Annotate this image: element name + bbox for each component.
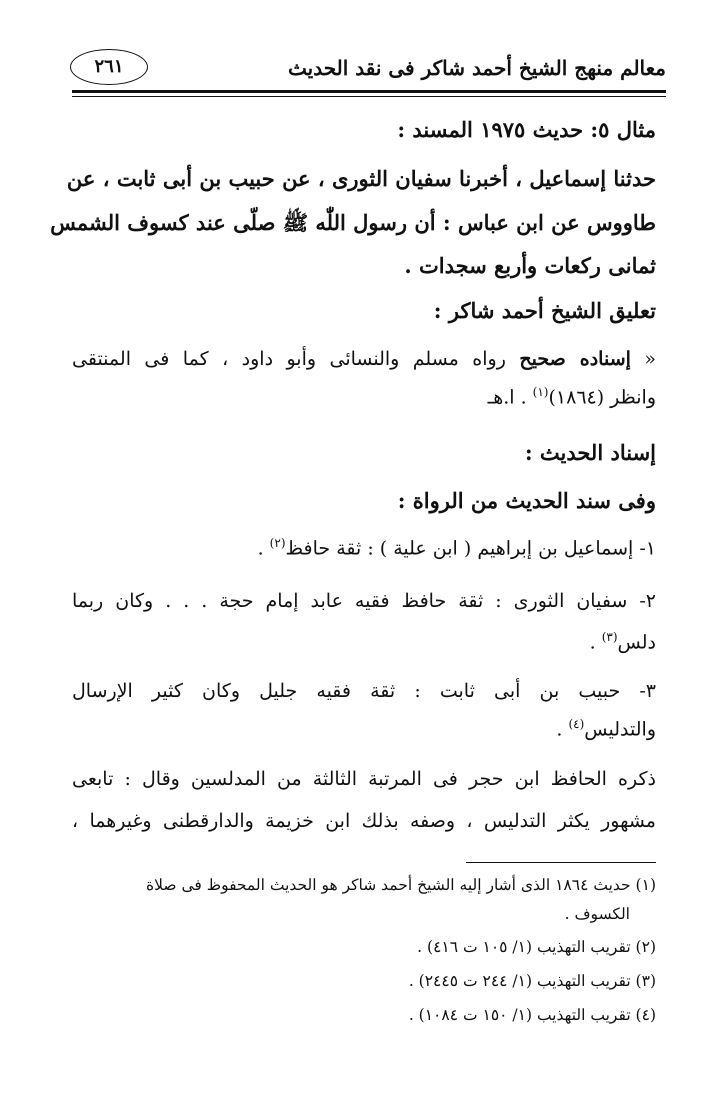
- commentary-end: . ا.هـ: [487, 386, 533, 409]
- narrator-3-line-1: ٣- حبيب بن أبى ثابت : ثقة فقيه جليل وكان كثير الإرسال: [72, 680, 656, 702]
- header-rule-thick: [72, 90, 666, 93]
- footnote-mark-1: (١): [532, 385, 549, 399]
- narrator-2-line-2: [590, 630, 656, 653]
- closing-line-2: مشهور يكثر التدليس ، وصفه بذلك ابن خزيمة والدارقطنى وغيرهما ،: [72, 810, 656, 832]
- footnote-2: (٢) تقريب التهذيب (١/ ١٠٥ ت ٤١٦) .: [417, 938, 656, 956]
- example-heading: مثال ٥: حديث ١٩٧٥ المسند :: [397, 117, 656, 142]
- hadith-line-1: حدثنا إسماعيل ، أخبرنا سفيان الثورى ، عن حبيب بن أبى ثابت ، عن: [66, 166, 656, 191]
- footnote-1-line-2: الكسوف .: [564, 905, 630, 923]
- commentary-line-2: [488, 385, 656, 408]
- closing-line-1: ذكره الحافظ ابن حجر فى المرتبة الثالثة من المدلسين وقال : تابعى: [72, 768, 656, 790]
- page-number-badge: ٢٦١: [70, 49, 148, 85]
- footnote-1-line-1: (١) حديث ١٨٦٤ الذى أشار إليه الشيخ أحمد شاكر هو الحديث المحفوظ فى صلاة: [146, 876, 656, 894]
- narrator-3-tail: والتدليس: [584, 718, 656, 741]
- commentary-bold: إسناده صحيح: [519, 348, 631, 370]
- commentary-line-1: [72, 348, 656, 370]
- running-header-title: معالم منهج الشيخ أحمد شاكر فى نقد الحديث: [288, 56, 666, 80]
- commentary-rest: رواه مسلم والنسائى وأبو داود ، كما فى المنتقى: [72, 348, 520, 370]
- isnad-heading: إسناد الحديث :: [524, 440, 656, 465]
- footnote-3: (٣) تقريب التهذيب (١/ ٢٤٤ ت ٢٤٤٥) .: [408, 972, 656, 990]
- footnote-separator: [466, 862, 656, 863]
- narrator-2-tail: دلس: [617, 631, 656, 654]
- footnote-mark-3: (٣): [601, 630, 618, 644]
- open-quote: «: [630, 348, 656, 370]
- narrator-1-text: ١- إسماعيل بن إبراهيم ( ابن علية ) : ثقة حافظ: [285, 537, 656, 560]
- footnote-mark-4: (٤): [568, 717, 585, 731]
- narrator-1-end: .: [257, 537, 270, 560]
- narrator-2-end: .: [589, 631, 602, 654]
- header-rule-thin: [72, 96, 666, 97]
- narrator-1: [258, 536, 656, 559]
- hadith-line-3: ثمانى ركعات وأربع سجدات .: [404, 253, 656, 278]
- narrators-heading: وفى سند الحديث من الرواة :: [397, 488, 656, 513]
- hadith-line-2: طاووس عن ابن عباس : أن رسول اللّٰه ﷺ صلّى عند كسوف الشمس: [50, 210, 656, 235]
- commentary-heading: تعليق الشيخ أحمد شاكر :: [433, 298, 656, 323]
- footnote-4: (٤) تقريب التهذيب (١/ ١٥٠ ت ١٠٨٤) .: [408, 1006, 656, 1024]
- narrator-2-line-1: ٢- سفيان الثورى : ثقة حافظ فقيه عابد إمام حجة . . . وكان ربما: [72, 590, 656, 612]
- footnote-mark-2: (٢): [269, 536, 286, 550]
- narrator-3-end: .: [556, 718, 569, 741]
- commentary-ref: وانظر (١٨٦٤): [548, 386, 656, 409]
- narrator-3-line-2: [556, 717, 656, 740]
